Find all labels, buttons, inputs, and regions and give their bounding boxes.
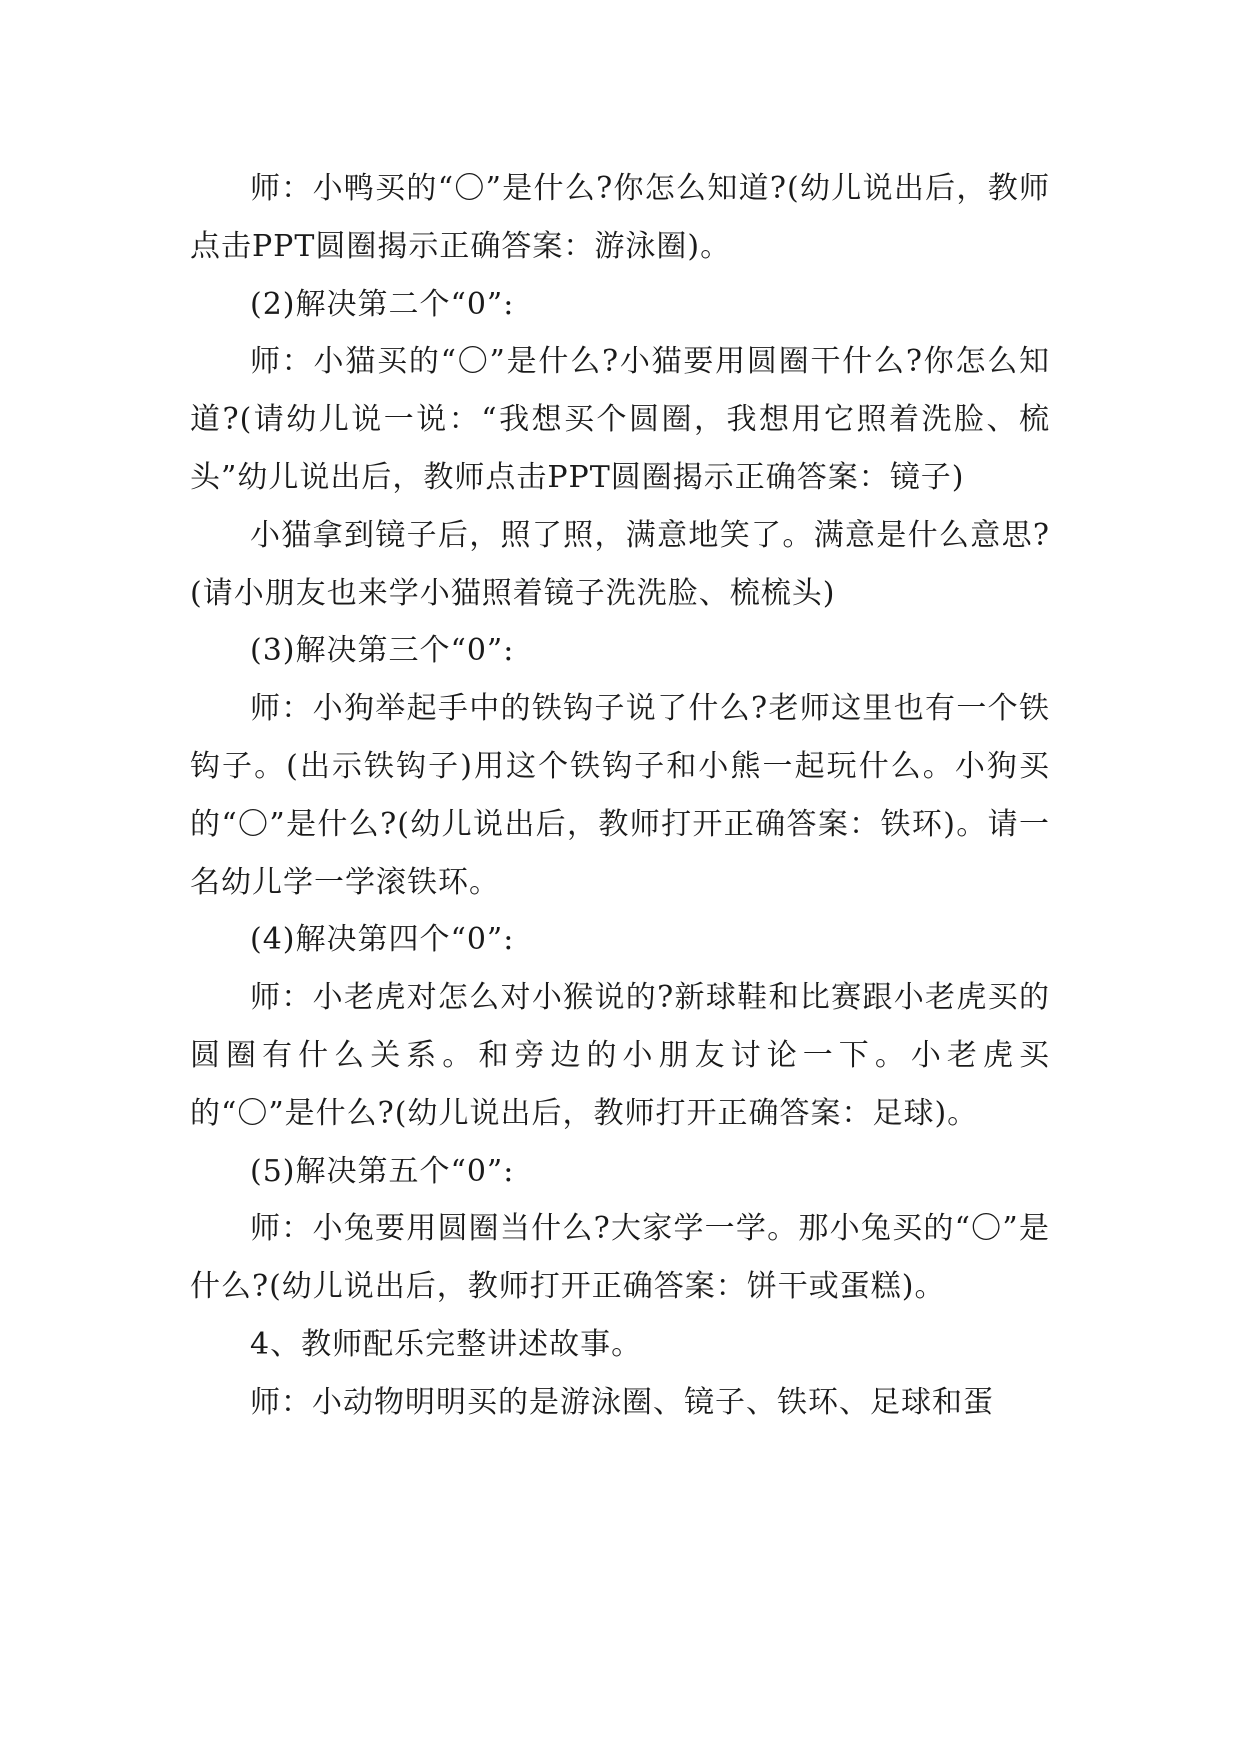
heading-step-4: (4)解决第四个“0”: [250, 922, 515, 958]
paragraph-cat-mirror: 小猫拿到镜子后，照了照，满意地笑了。满意是什么意思?(请小朋友也来学小猫照着镜子洗洗脸、梳梳头) [190, 517, 1050, 611]
heading-section-4: 4、教师配乐完整讲述故事。 [250, 1326, 643, 1362]
document-body [190, 160, 1050, 1432]
paragraph-cat-question: 师：小猫买的“〇”是什么?小猫要用圆圈干什么?你怎么知道?(请幼儿说一说：“我想买个圆圈，我想用它照着洗脸、梳头”幼儿说出后，教师点击PPT圆圈揭示正确答案：镜子) [190, 344, 1050, 495]
paragraph-summary: 师：小动物明明买的是游泳圈、镜子、铁环、足球和蛋 [250, 1384, 994, 1420]
paragraph-dog-hoop: 师：小狗举起手中的铁钩子说了什么?老师这里也有一个铁钩子。(出示铁钩子)用这个铁钩子和小熊一起玩什么。小狗买的“〇”是什么?(幼儿说出后，教师打开正确答案：铁环)。请一名幼儿学一学滚铁环。 [190, 691, 1050, 900]
heading-step-5: (5)解决第五个“0”: [250, 1153, 515, 1189]
paragraph-tiger-football: 师：小老虎对怎么对小猴说的?新球鞋和比赛跟小老虎买的圆圈有什么关系。和旁边的小朋友讨论一下。小老虎买的“〇”是什么?(幼儿说出后，教师打开正确答案：足球)。 [190, 980, 1050, 1131]
heading-step-2: (2)解决第二个“0”: [250, 286, 515, 322]
paragraph-rabbit-cake: 师：小兔要用圆圈当什么?大家学一学。那小兔买的“〇”是什么?(幼儿说出后，教师打开正确答案：饼干或蛋糕)。 [190, 1211, 1050, 1305]
paragraph-duck-answer: 师：小鸭买的“〇”是什么?你怎么知道?(幼儿说出后，教师点击PPT圆圈揭示正确答案：游泳圈)。 [190, 171, 1050, 264]
heading-step-3: (3)解决第三个“0”: [250, 633, 515, 669]
